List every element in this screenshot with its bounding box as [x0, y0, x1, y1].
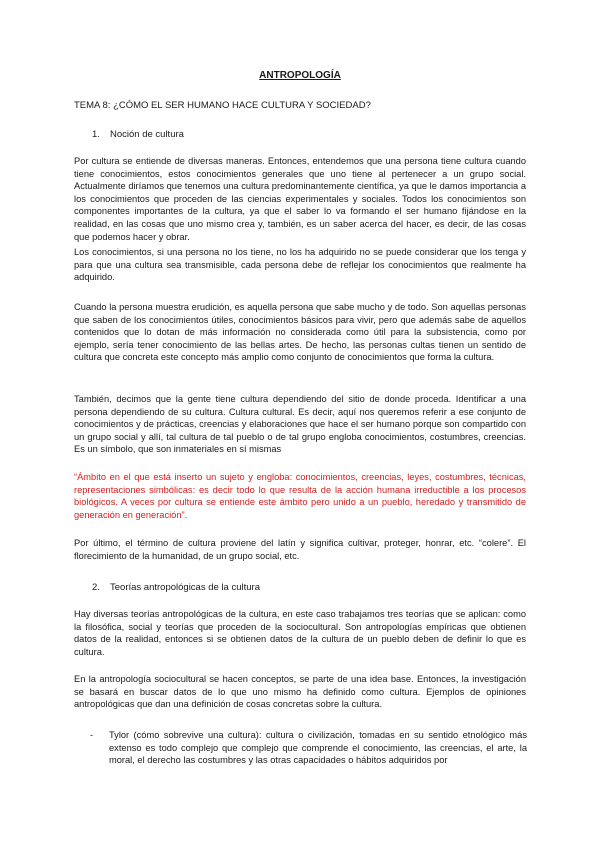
section-number: 1.: [92, 129, 100, 140]
list-marker: -: [90, 730, 94, 740]
section-title: Noción de cultura: [110, 129, 184, 140]
paragraph: Por cultura se entiende de diversas maneras. Entonces, entendemos que una persona tiene cultura cuando tiene conocimientos, estos conocimientos generales que uno tiene al pertenecer a un grupo social. Actualmente diríamos que tenemos una cultura predominantemente científica, ya que le damos importancia a los conocimientos que proceden de las ciencias experimentales y sociales. Todos los conocimientos son componentes importantes de la cultura, ya que el saber lo va formando el ser humano fijándose en la realidad, en las cosas que uno mismo crea y, también, es un saber acerca del hacer, es decir, de las cosas que podemos hacer y obrar.: [74, 156, 526, 242]
topic-heading: TEMA 8: ¿CÓMO EL SER HUMANO HACE CULTURA Y SOCIEDAD?: [74, 100, 371, 111]
document-title: ANTROPOLOGÍA: [259, 70, 341, 81]
paragraph: También, decimos que la gente tiene cultura dependiendo del sitio de donde proceda. Identificar a una persona dependiendo de su cultura. Cultura cultural. Es decir, aquí nos queremos referir a ese conjunto de conocimientos y de prácticas, creencias y elaboraciones que hace el ser humano porque son compartido con un grupo social y allí, tal cultura de tal pueblo o de tal grupo engloba conocimientos, costumbres, creencias. Es un símbolo, que son inmateriales en sí mismas: [74, 394, 526, 455]
section-heading-1: [92, 129, 184, 142]
paragraph: Por último, el término de cultura proviene del latín y significa cultivar, proteger, honrar, etc. “colere”. El florecimiento de la humanidad, de un grupo social, etc.: [74, 538, 526, 561]
paragraph: Hay diversas teorías antropológicas de la cultura, en este caso trabajamos tres teorías que se aplican: como la filosófica, social y teorías que proceden de la sociocultural. Son antropologías empíricas que obtienen datos de la realidad, entonces si se obtienen datos de la cultura de un pueblo deben de definir lo que es cultura.: [74, 609, 526, 657]
list-item-text: Tylor (cómo sobrevive una cultura): cultura o civilización, tomadas en su sentido etnológico más extenso es todo complejo que complejo que comprende el conocimiento, las creencias, el arte, la moral, el derecho las costumbres y las otras capacidades o hábitos adquiridos por: [109, 730, 527, 766]
section-title: Teorías antropológicas de la cultura: [110, 582, 260, 593]
section-number: 2.: [92, 582, 100, 593]
paragraph: Cuando la persona muestra erudición, es aquella persona que sabe mucho y de todo. Son aquellas personas que saben de los conocimientos útiles, conocimientos básicos para vivir, pero que además sabe de aquellos contenidos que lo dotan de más información no considerada como útil para la subsistencia, como por ejemplo, sería tener conocimiento de las bellas artes. De hecho, las personas cultas tienen un sentido de cultura que concreta este concepto más amplio como conjunto de conocimientos que forma la cultura.: [74, 302, 526, 363]
highlight-quote: “Ámbito en el que está inserto un sujeto y engloba: conocimientos, creencias, leyes, costumbres, técnicas, representaciones simbólicas: es decir todo lo que resulta de la acción humana irreductible a los procesos biológicos. A veces por cultura se entiende este ámbito pero unido a un pueblo, heredado y transmitido de generación en generación”.: [74, 472, 526, 520]
section-heading-2: [92, 582, 260, 595]
paragraph: Los conocimientos, si una persona no los tiene, no los ha adquirido no se puede considerar que los tenga y para que una cultura sea transmisible, cada persona debe de reflejar los conocimientos que realmente ha adquirido.: [74, 247, 526, 283]
paragraph: En la antropología sociocultural se hacen conceptos, se parte de una idea base. Entonces, la investigación se basará en buscar datos de lo que uno mismo ha definido como cultura. Ejemplos de opiniones antropológicas que dan una definición de cosas concretas sobre la cultura.: [74, 674, 526, 710]
